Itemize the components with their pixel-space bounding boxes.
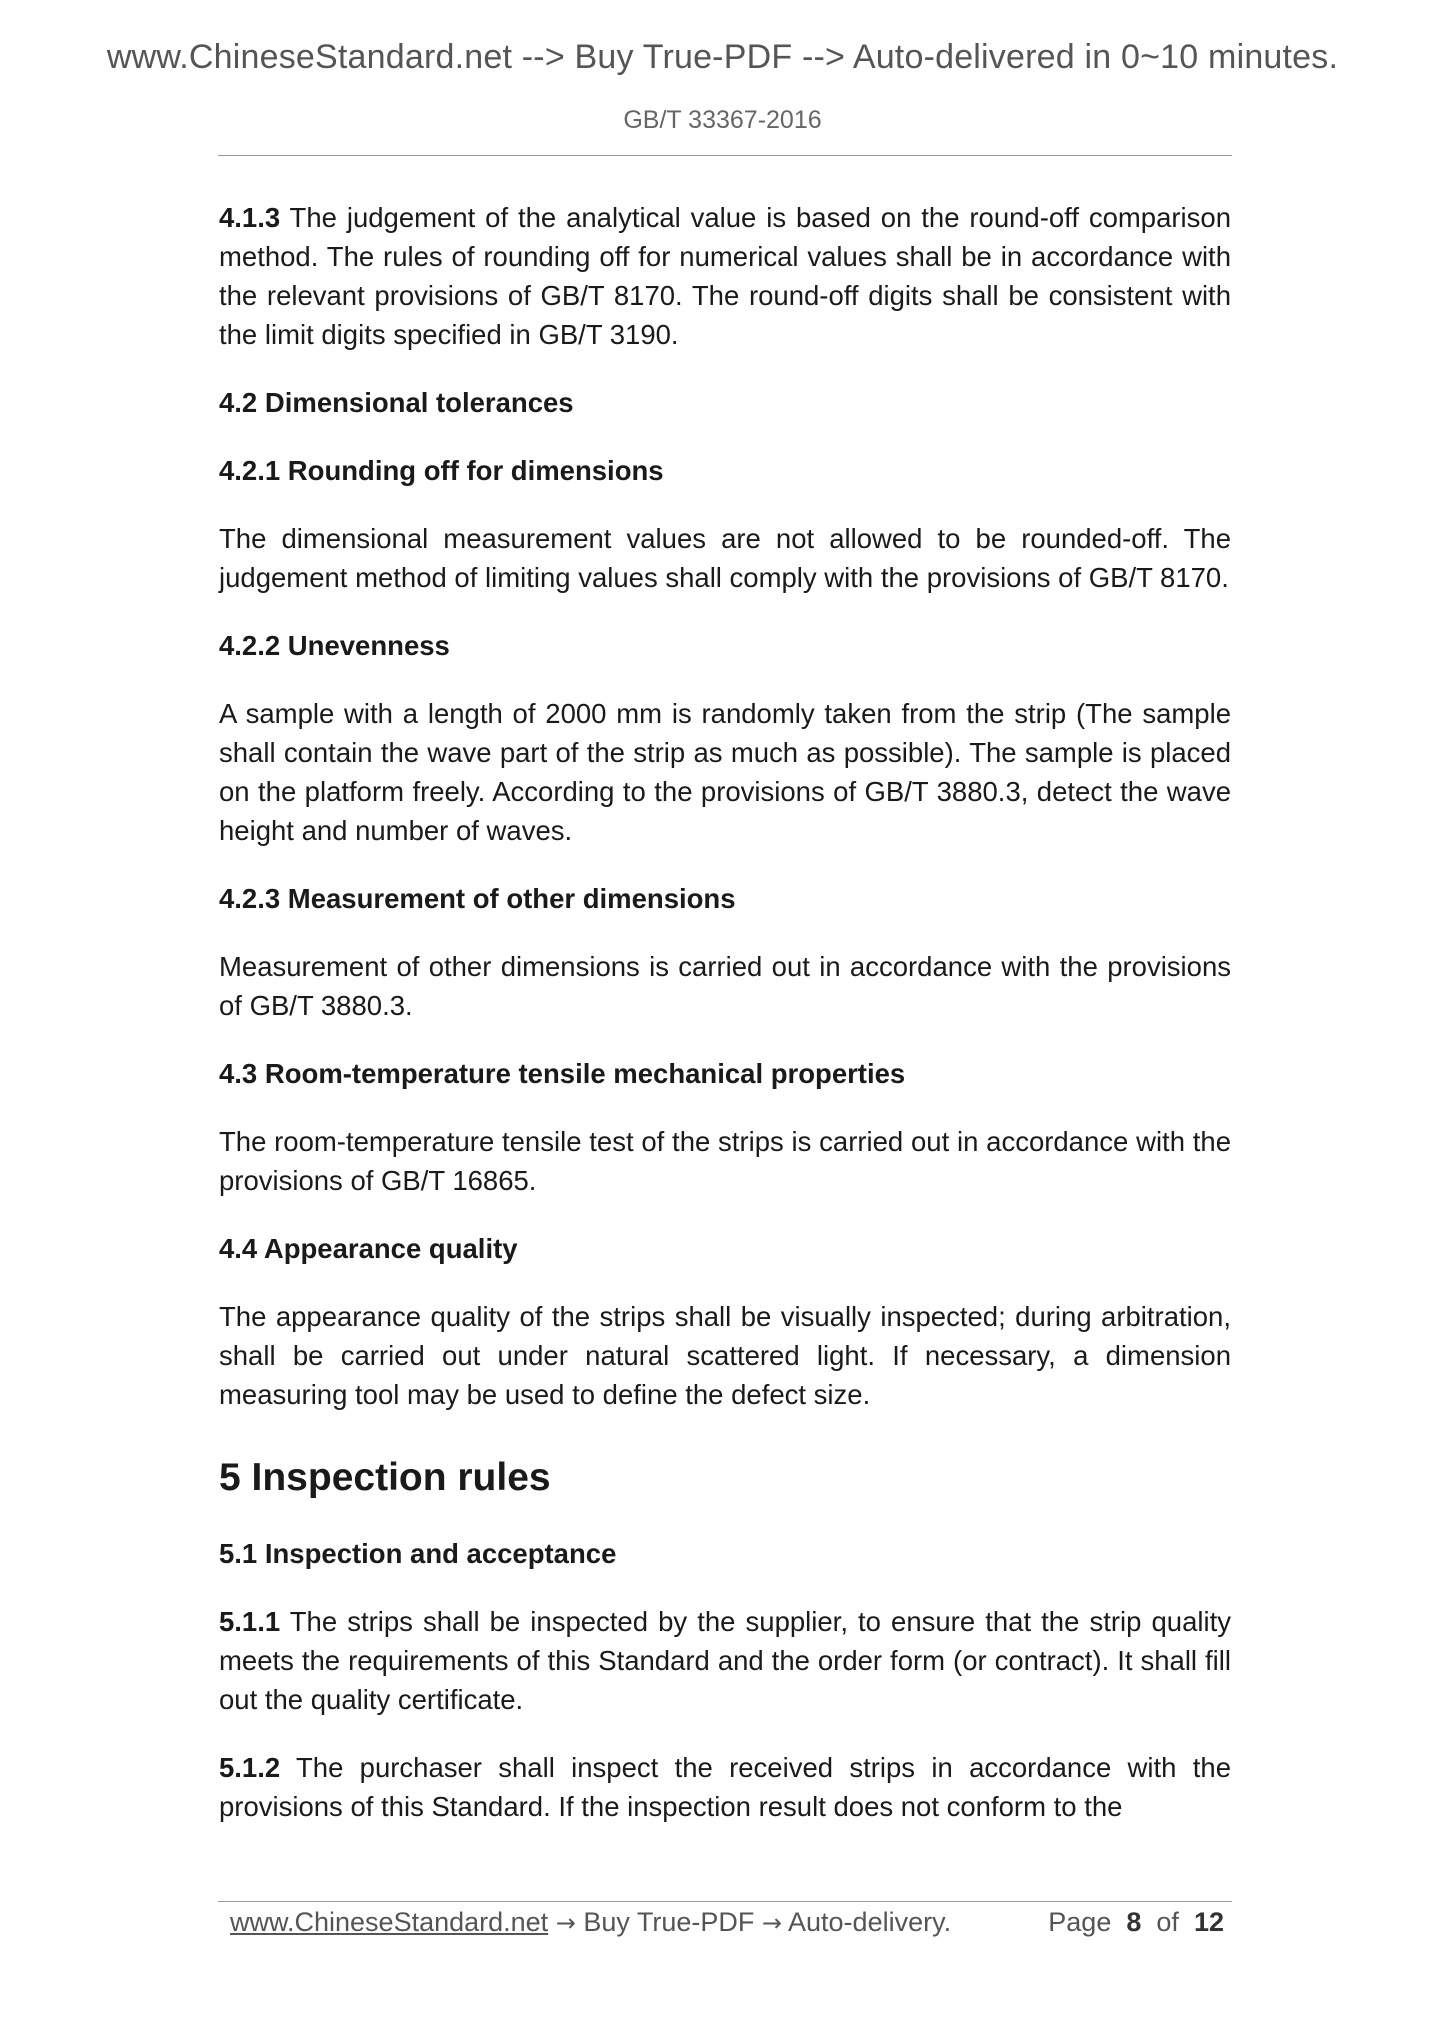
clause-text: The strips shall be inspected by the supplier, to ensure that the strip quality meets the requirements of this Standard and the order form (or contract). It shall fill out the quality certificate. [219, 1606, 1231, 1715]
document-body [219, 198, 1231, 1826]
heading-4-2-1: 4.2.1 Rounding off for dimensions [219, 455, 664, 486]
footer-delivery-text: Auto-delivery. [788, 1907, 952, 1937]
clause-4-1-3 [219, 198, 1231, 354]
header-divider [218, 155, 1232, 156]
clause-5-1-1 [219, 1602, 1231, 1719]
heading-4-2-2: 4.2.2 Unevenness [219, 630, 450, 661]
arrow-right-icon: → [761, 1909, 782, 1937]
heading-4-2: 4.2 Dimensional tolerances [219, 387, 574, 418]
footer-site-link[interactable]: www.ChineseStandard.net [230, 1907, 549, 1937]
chapter-heading-5: 5 Inspection rules [219, 1456, 551, 1499]
arrow-right-icon: → [555, 1909, 576, 1937]
clause-number: 4.1.3 [219, 202, 281, 233]
total-page-count: 12 [1193, 1907, 1224, 1937]
heading-4-3: 4.3 Room-temperature tensile mechanical properties [219, 1058, 906, 1089]
paragraph-4-2-2: A sample with a length of 2000 mm is randomly taken from the strip (The sample shall contain the wave part of the strip as much as possible). The sample is placed on the platform freely. According to the provisions of GB/T 3880.3, detect the wave height and number of waves. [219, 698, 1231, 846]
paragraph-4-3: The room-temperature tensile test of the strips is carried out in accordance with the provisions of GB/T 16865. [219, 1126, 1231, 1196]
clause-number: 5.1.2 [219, 1752, 281, 1783]
heading-4-2-3: 4.2.3 Measurement of other dimensions [219, 883, 736, 914]
paragraph-4-2-3: Measurement of other dimensions is carried out in accordance with the provisions of GB/T 3880.3. [219, 951, 1231, 1021]
clause-text: The judgement of the analytical value is based on the round-off comparison method. The rules of rounding off for numerical values shall be in accordance with the relevant provisions of GB/T 8170. The round-off digits shall be consistent with the limit digits specified in GB/T 3190. [219, 202, 1231, 350]
clause-text: The purchaser shall inspect the received strips in accordance with the provisions of this Standard. If the inspection result does not conform to the [219, 1752, 1231, 1822]
site-banner: www.ChineseStandard.net --> Buy True-PDF --> Auto-delivered in 0~10 minutes. [106, 38, 1339, 76]
document-code: GB/T 33367-2016 [623, 106, 822, 134]
clause-number: 5.1.1 [219, 1606, 281, 1637]
current-page-number: 8 [1126, 1907, 1142, 1937]
page-footer [230, 1902, 1230, 1942]
page-indicator [1048, 1902, 1224, 1942]
clause-5-1-2 [219, 1748, 1231, 1826]
page-label: Page [1048, 1907, 1112, 1937]
paragraph-4-2-1: The dimensional measurement values are not allowed to be rounded-off. The judgement method of limiting values shall comply with the provisions of GB/T 8170. [219, 523, 1231, 593]
heading-5-1: 5.1 Inspection and acceptance [219, 1538, 617, 1569]
paragraph-4-4: The appearance quality of the strips shall be visually inspected; during arbitration, shall be carried out under natural scattered light. If necessary, a dimension measuring tool may be used to define the defect size. [219, 1301, 1231, 1410]
of-label: of [1156, 1907, 1179, 1937]
footer-buy-text: Buy True-PDF [583, 1907, 755, 1937]
heading-4-4: 4.4 Appearance quality [219, 1233, 518, 1264]
